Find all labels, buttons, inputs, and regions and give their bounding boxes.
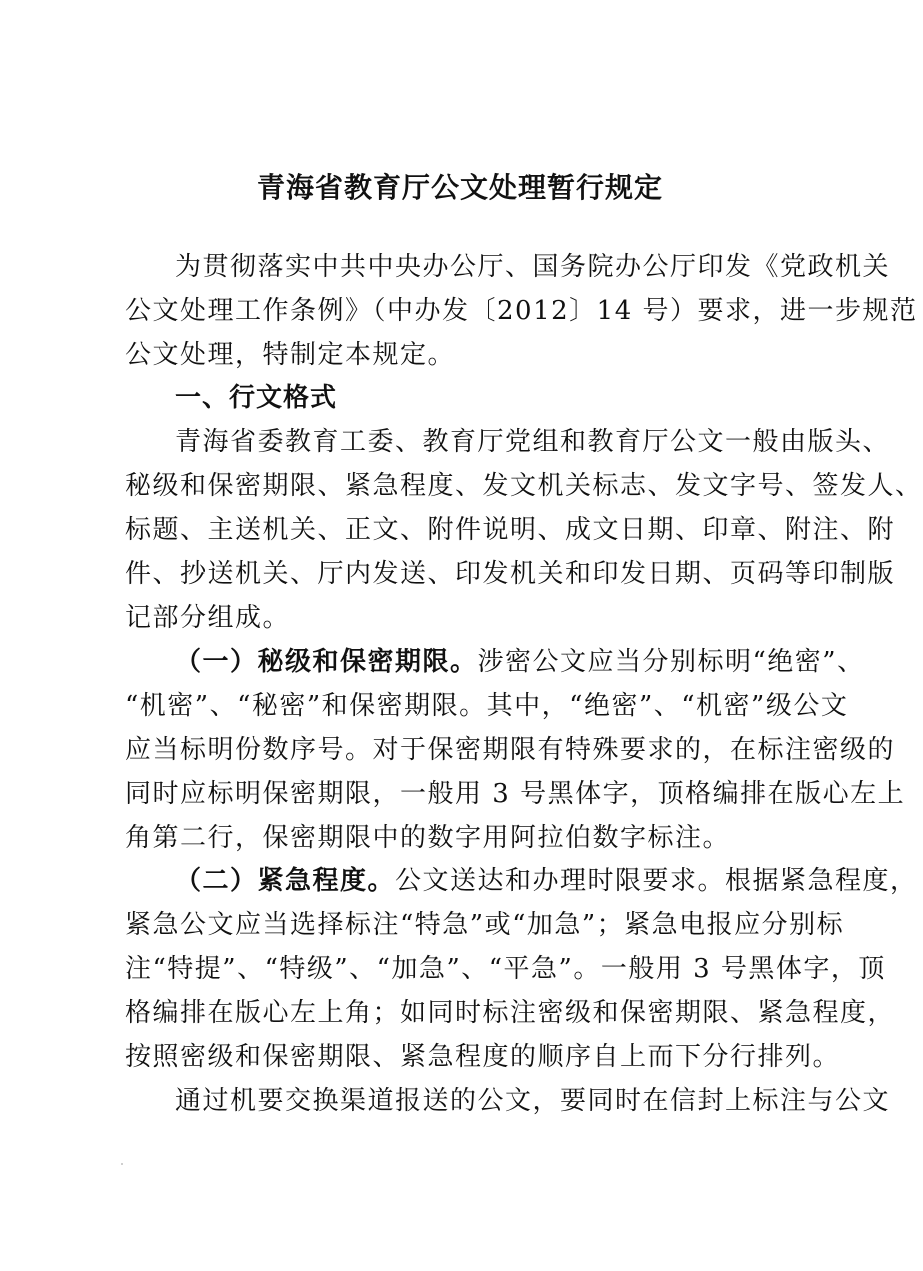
paragraph-line: 通过机要交换渠道报送的公文，要同时在信封上标注与公文 <box>175 1086 891 1116</box>
item1-first-text: 涉密公文应当分别标明“绝密”、 <box>477 647 865 677</box>
paragraph-line: 公文处理，特制定本规定。 <box>125 340 456 370</box>
item1-heading: （一）秘级和保密期限。 <box>175 647 478 677</box>
section-heading: 一、行文格式 <box>175 383 338 413</box>
paragraph-line: 同时应标明保密期限，一般用 3 号黑体字，顶格编排在版心左上 <box>125 779 906 809</box>
paragraph-line: 件、抄送机关、厅内发送、印发机关和印发日期、页码等印制版 <box>125 559 896 589</box>
paragraph-line: “机密”、“秘密”和保密期限。其中，“绝密”、“机密”级公文 <box>125 691 849 721</box>
paragraph-line: 紧急公文应当选择标注“特急”或“加急”；紧急电报应分别标 <box>125 910 845 940</box>
paragraph-line: 角第二行，保密期限中的数字用阿拉伯数字标注。 <box>125 823 731 853</box>
paragraph-line: 注“特提”、“特级”、“加急”、“平急”。一般用 3 号黑体字，顶 <box>125 954 886 984</box>
paragraph-line: 公文处理工作条例》（中办发〔2012〕14 号）要求，进一步规范 <box>125 296 918 326</box>
item2-first-line <box>175 864 918 900</box>
item2-first-text: 公文送达和办理时限要求。根据紧急程度， <box>395 866 918 896</box>
paragraph-line: 标题、主送机关、正文、附件说明、成文日期、印章、附注、附 <box>125 515 896 545</box>
paragraph-line: 格编排在版心左上角；如同时标注密级和保密期限、紧急程度， <box>125 998 896 1028</box>
document-title: 青海省教育厅公文处理暂行规定 <box>256 171 663 204</box>
paragraph-line: 秘级和保密期限、紧急程度、发文机关标志、发文字号、签发人、 <box>125 471 923 501</box>
scan-speck <box>121 1163 123 1165</box>
item1-first-line <box>175 645 865 681</box>
paragraph-line: 应当标明份数序号。对于保密期限有特殊要求的，在标注密级的 <box>125 735 896 765</box>
paragraph-line: 为贯彻落实中共中央办公厅、国务院办公厅印发《党政机关 <box>175 252 891 282</box>
item2-heading: （二）紧急程度。 <box>175 866 396 896</box>
paragraph-line: 青海省委教育工委、教育厅党组和教育厅公文一般由版头、 <box>175 427 891 457</box>
paragraph-line: 记部分组成。 <box>125 603 291 633</box>
paragraph-line: 按照密级和保密期限、紧急程度的顺序自上而下分行排列。 <box>125 1042 841 1072</box>
